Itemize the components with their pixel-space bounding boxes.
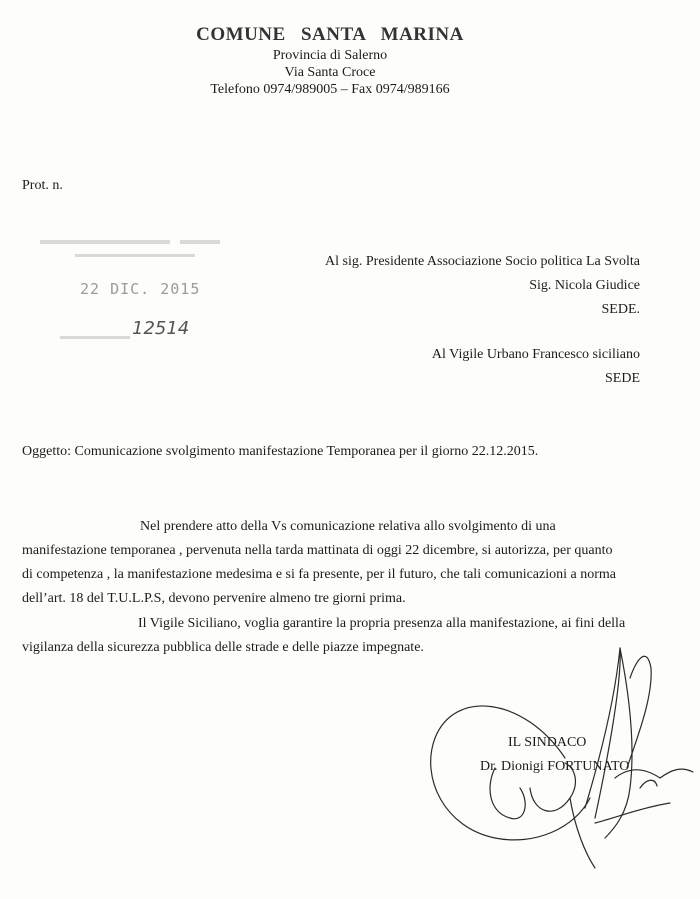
recipient-1-line-1: Al sig. Presidente Associazione Socio politica La Svolta: [325, 254, 640, 269]
body-p1-line-1: Nel prendere atto della Vs comunicazione relativa allo svolgimento di una: [140, 519, 556, 534]
stamp-date: 22 DIC. 2015: [80, 280, 201, 298]
body-p1-line-4: dell’art. 18 del T.U.L.P.S, devono pervenire almeno tre giorni prima.: [22, 591, 406, 606]
address-line: Via Santa Croce: [284, 65, 376, 80]
municipality-title: COMUNE SANTA MARINA: [196, 24, 464, 45]
body-p2-line-2: vigilanza della sicurezza pubblica delle strade e delle piazze impegnate.: [22, 640, 424, 655]
phone-fax-line: Telefono 0974/989005 – Fax 0974/989166: [210, 82, 450, 97]
recipient-1-line-2: Sig. Nicola Giudice: [529, 278, 640, 293]
recipient-2-line-2: SEDE: [605, 371, 640, 386]
protocol-stamp: [20, 224, 220, 354]
signatory-role: IL SINDACO: [508, 735, 587, 750]
recipient-2-line-1: Al Vigile Urbano Francesco siciliano: [431, 347, 640, 362]
body-p1-line-2: manifestazione temporanea , pervenuta nella tarda mattinata di oggi 22 dicembre, si autorizza, per quanto: [22, 543, 613, 558]
province-line: Provincia di Salerno: [272, 48, 388, 63]
body-p1-line-3: di competenza , la manifestazione medesima e si fa presente, per il futuro, che tali comunicazioni a norma: [22, 567, 616, 582]
protocol-label: Prot. n.: [22, 178, 63, 193]
signatory-name: Dr. Dionigi FORTUNATO: [480, 759, 630, 774]
subject-line: Oggetto: Comunicazione svolgimento manifestazione Temporanea per il giorno 22.12.2015.: [22, 444, 539, 459]
handwritten-signature: [415, 638, 695, 878]
recipient-1-line-3: SEDE.: [601, 302, 640, 317]
body-p2-line-1: Il Vigile Siciliano, voglia garantire la propria presenza alla manifestazione, ai fini della: [138, 616, 626, 631]
protocol-number: 12514: [132, 318, 190, 339]
